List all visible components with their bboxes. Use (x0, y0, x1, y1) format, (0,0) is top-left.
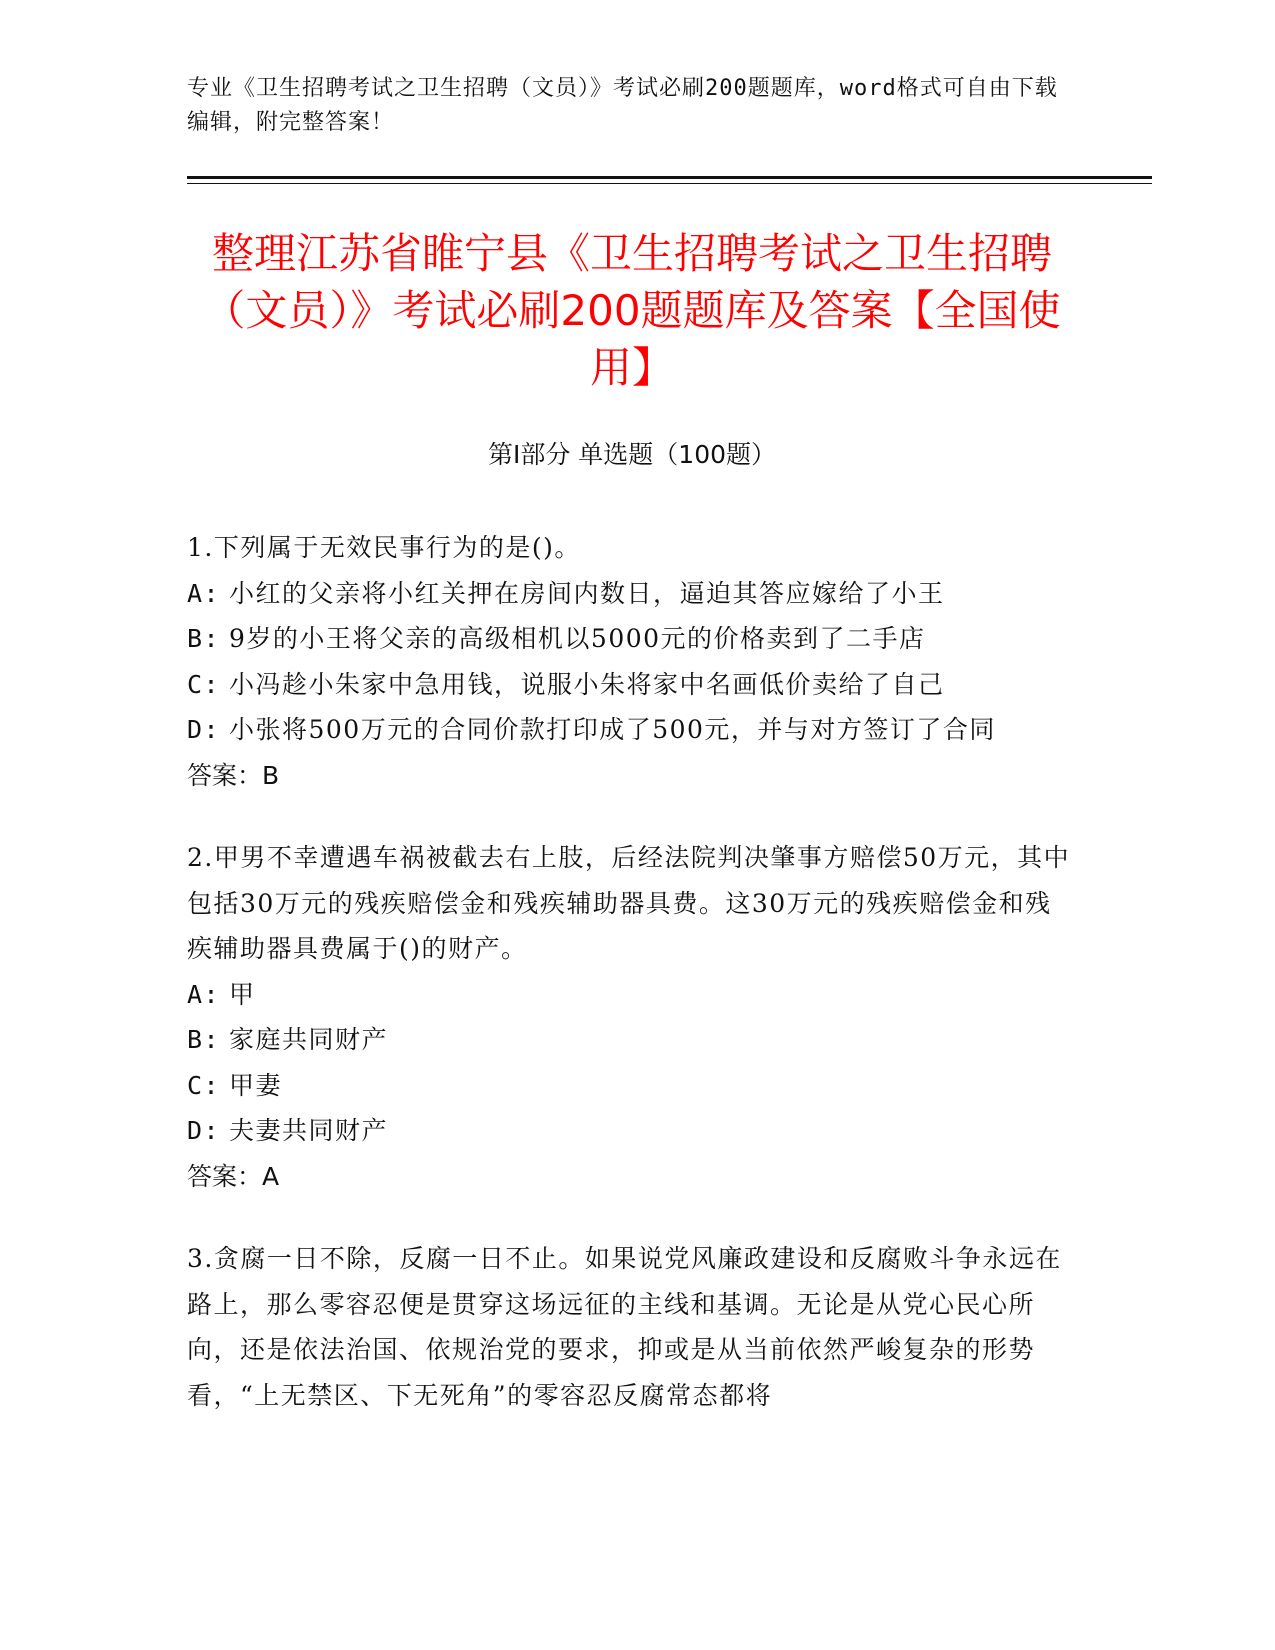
option-letter: C: (187, 669, 221, 699)
question-stem: 1.下列属于无效民事行为的是()。 (187, 533, 581, 562)
answer-line: 答案：A (187, 1161, 280, 1191)
section-heading: 第Ⅰ部分 单选题（100题） (487, 440, 777, 469)
option-a (187, 972, 1077, 1018)
option-text: 家庭共同财产 (229, 1025, 389, 1054)
option-text: 甲妻 (229, 1070, 283, 1100)
option-text: 小张将500万元的合同价款打印成了500元，并与对方签订了合同 (229, 715, 996, 744)
option-d (187, 707, 1077, 753)
option-text: 9岁的小王将父亲的高级相机以5000元的价格卖到了二手店 (229, 624, 926, 653)
document-title: 整理江苏省睢宁县《卫生招聘考试之卫生招聘（文员）》考试必刷200题题库及答案【全国使用】 (203, 229, 1061, 392)
option-d (187, 1108, 1077, 1154)
question-1 (187, 525, 1077, 798)
option-c (187, 1063, 1077, 1109)
question-stem: 3.贪腐一日不除，反腐一日不止。如果说党风廉政建设和反腐败斗争永远在路上，那么零容忍便是贯穿这场远征的主线和基调。无论是从党心民心所向，还是依法治国、依规治党的要求，抑或是从当前依然严峻复杂的形势看，“上无禁区、下无死角”的零容忍反腐常态都将 (187, 1244, 1062, 1410)
header-rule-thin (187, 183, 1152, 184)
answer-line: 答案：B (187, 760, 280, 790)
option-a (187, 571, 1077, 617)
option-text: 小冯趁小朱家中急用钱，说服小朱将家中名画低价卖给了自己 (229, 669, 945, 699)
option-letter: A: (187, 578, 221, 608)
option-b (187, 616, 1077, 662)
option-letter: B: (187, 1025, 221, 1054)
option-text: 甲 (229, 979, 256, 1009)
option-text: 夫妻共同财产 (229, 1116, 389, 1145)
question-list (187, 525, 1077, 1455)
option-c (187, 662, 1077, 708)
option-letter: B: (187, 624, 221, 653)
question-3 (187, 1236, 1077, 1418)
option-letter: C: (187, 1070, 221, 1100)
option-b (187, 1017, 1077, 1063)
question-2 (187, 835, 1077, 1199)
option-letter: D: (187, 715, 221, 744)
option-letter: D: (187, 1116, 221, 1145)
question-stem: 2.甲男不幸遭遇车祸被截去右上肢，后经法院判决肇事方赔偿50万元，其中包括30万元的残疾赔偿金和残疾辅助器具费。这30万元的残疾赔偿金和残疾辅助器具费属于()的财产。 (187, 843, 1071, 963)
header-note: 专业《卫生招聘考试之卫生招聘（文员）》考试必刷200题题库，word格式可自由下载编辑，附完整答案！ (187, 76, 1058, 135)
header-rule-thick (187, 176, 1152, 179)
option-text: 小红的父亲将小红关押在房间内数日，逼迫其答应嫁给了小王 (229, 578, 945, 608)
option-letter: A: (187, 979, 221, 1009)
